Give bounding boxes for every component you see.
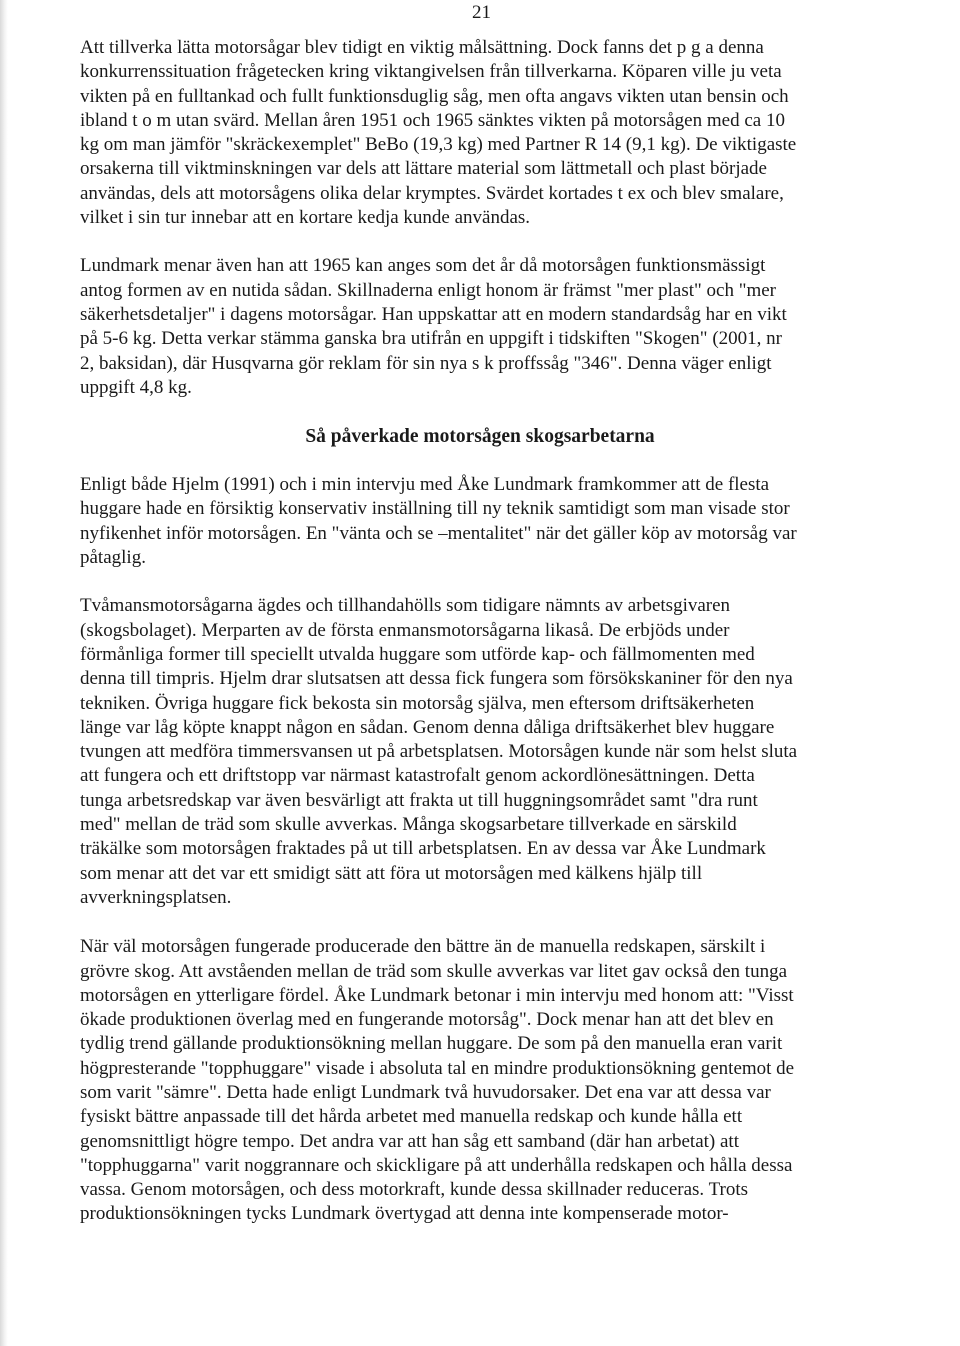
section-heading: Så påverkade motorsågen skogsarbetarna: [305, 426, 655, 448]
paragraph-productivity: När väl motorsågen fungerade producerade den bättre än de manuella redskapen, särskilt i grövre skog. Att avståenden mellan de träd som skulle avverkas var litet gav också den tunga motorsågen en ytterligare fördel. Åke Lundmark betonar i min intervju med honom att: "Visst ökade produktionen överlag med en fungerande motorsåg". Dock menar han att det blev en tydlig trend gällande produktionsökning mellan huggare. De som på den manuella eran varit högpresterande "topphuggare" visade i absoluta tal en mindre produktionsökning gentemot de som varit "sämre". Detta hade enligt Lundmark två huvudorsaker. Det ena var att dessa var fysiskt bättre anpassade till det hårda arbetet med manuella redskap och kunde hålla ett genomsnittligt högre tempo. Det andra var att han såg ett samband (där han arbetat) att "topphuggarna" varit noggrannare och skickligare på att underhålla redskapen och hålla dessa vassa. Genom motorsågen, och dess motorkraft, kunde dessa skillnader reduceras. Trots produktionsökningen tycks Lundmark övertygad att denna inte kompenserade motor-: [80, 936, 795, 1225]
scan-shadow-edge: [0, 0, 8, 1346]
paragraph-ownership: Tvåmansmotorsågarna ägdes och tillhandahölls som tidigare nämnts av arbetsgivaren (skogsbolaget). Merparten av de första enmansmotorsågarna likaså. De erbjöds under förmånliga former till speciellt utvalda huggare som utförde kap- och fällmomenten med denna till timpris. Hjelm drar slutsatsen att dessa fick fungera som försökskaniner för den nya tekniken. Övriga huggare fick bekosta sin motorsåg själva, men eftersom driftsäkerheten länge var låg köpte knappt någon en sådan. Genom denna dåliga driftsäkerhet blev huggare tvungen att medföra timmersvansen ut på arbetsplatsen. Motorsågen kunde när som helst sluta att fungera och ett driftstopp var närmast katastrofalt genom ackordlönesättningen. Detta tunga arbetsredskap var även besvärligt att frakta ut till huggningsområdet samt "dra runt med" mellan de träd som skulle avverkas. Många skogsarbetare tillverkade en särskild träkälke som motorsågen fraktades på ut till arbetsplatsen. En av dessa var Åke Lundmark som menar att det var ett smidigt sätt att föra ut motorsågen med kälkens hjälp till avverkningsplatsen.: [80, 595, 798, 908]
paragraph-lundmark-1965: Lundmark menar även han att 1965 kan anges som det år då motorsågen funktionsmässigt antog formen av en nutida sådan. Skillnaderna enligt honom är främst "mer plast" och "mer säkerhetsdetaljer" i dagens motorsågar. Han uppskattar att en modern standardsåg har en vikt på 5-6 kg. Detta verkar stämma ganska bra utifrån en uppgift i tidskiften "Skogen" (2001, nr 2, baksidan), där Husqvarna gör reklam för sin nya s k proffssåg "346". Denna väger enligt uppgift 4,8 kg.: [80, 255, 787, 398]
document-body: [80, 36, 880, 1227]
paragraph-chainsaw-weight: Att tillverka lätta motorsågar blev tidigt en viktig målsättning. Dock fanns det p g a denna konkurrenssituation frågetecken kring viktangivelsen från tillverkarna. Köparen ville ju veta vikten på en fulltankad och fullt funktionsduglig såg, men ofta angavs vikten utan bensin och ibland t o m utan svärd. Mellan åren 1951 och 1965 sänktes vikten på motorsågen med ca 10 kg om man jämför "skräckexemplet" BeBo (19,3 kg) med Partner R 14 (9,1 kg). De viktigaste orsakerna till viktminskningen var dels att lättare material som lättmetall och plast började användas, dels att motorsågens olika delar krymptes. Svärdet kortades t ex och blev smalare, vilket i sin tur innebar att en kortare kedja kunde användas.: [80, 37, 797, 229]
paragraph-conservative-attitude: Enligt både Hjelm (1991) och i min intervju med Åke Lundmark framkommer att de flesta huggare hade en försiktig konservativ inställning till ny teknik samtidigt som man visade stor nyfikenhet inför motorsågen. En "vänta och se –mentalitet" när det gäller köp av motorsåg var påtaglig.: [80, 474, 797, 569]
page-number: 21: [472, 2, 491, 23]
